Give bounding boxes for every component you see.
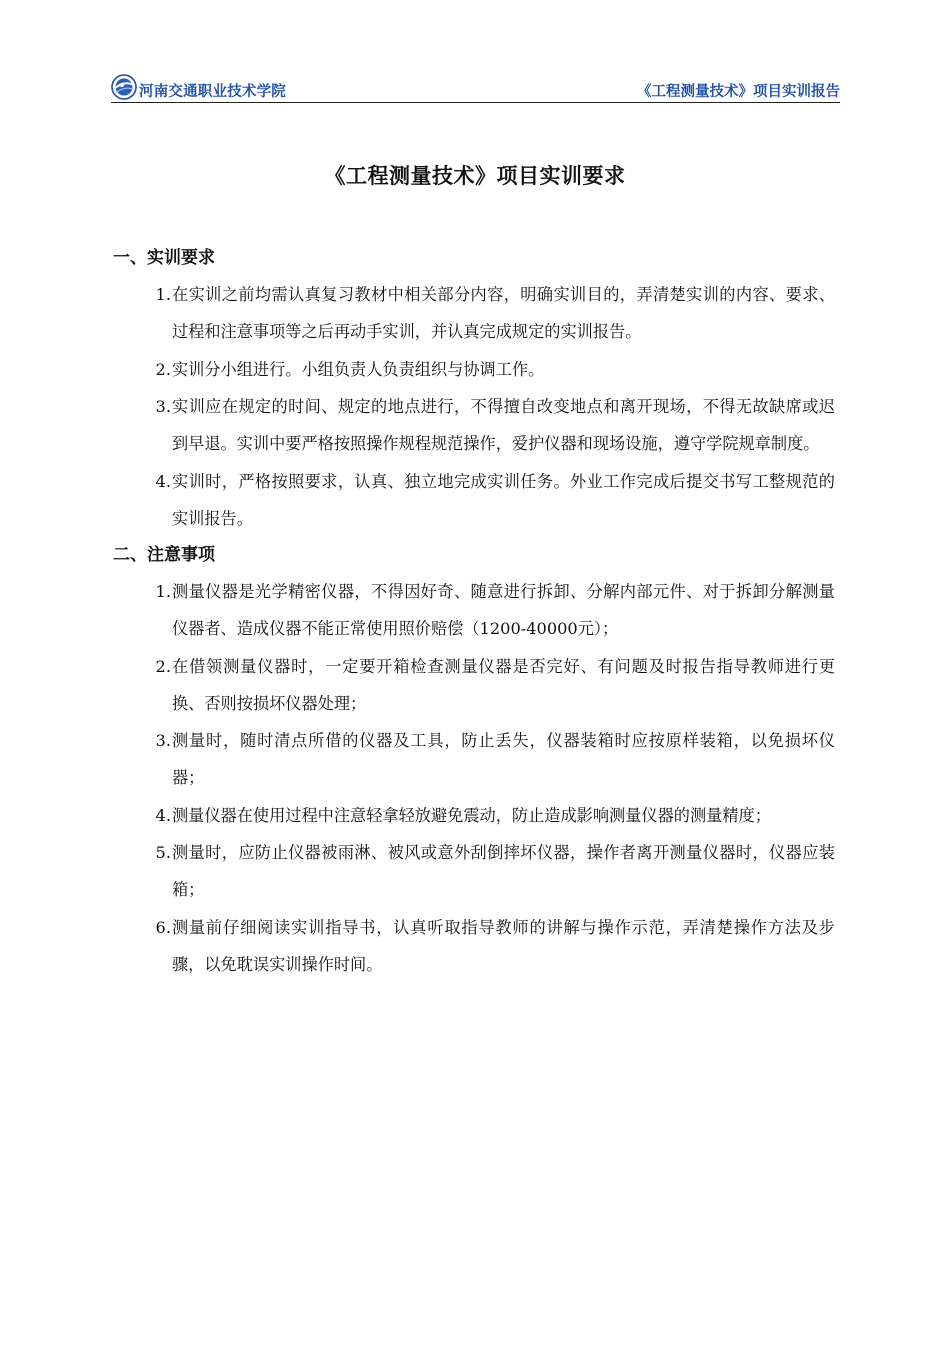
page-header: [111, 68, 840, 103]
section-heading-requirements: 一、实训要求: [113, 248, 215, 268]
document-body: [113, 240, 838, 983]
requirements-list: [113, 276, 838, 537]
item-text: 实训应在规定的时间、规定的地点进行，不得擅自改变地点和离开现场，不得无故缺席或迟到早退。实训中要严格按照操作规程规范操作，爱护仪器和现场设施，遵守学院规章制度。: [172, 397, 835, 453]
item-number: 1.: [155, 285, 171, 304]
list-item: [113, 276, 838, 350]
list-item: [113, 797, 838, 834]
page-title: 《工程测量技术》项目实训要求: [324, 164, 626, 188]
item-number: 4.: [155, 805, 171, 825]
item-number: 6.: [155, 917, 171, 937]
item-number: 2.: [155, 656, 171, 676]
report-title: 《工程测量技术》项目实训报告: [637, 84, 840, 100]
list-item: [113, 388, 838, 462]
item-text: 实训分小组进行。小组负责人负责组织与协调工作。: [172, 359, 545, 379]
precautions-list: [113, 573, 838, 983]
item-text: 在借领测量仪器时，一定要开箱检查测量仪器是否完好、有问题及时报告指导教师进行更换、否则按损坏仪器处理；: [172, 656, 835, 713]
item-number: 3.: [155, 397, 171, 416]
list-item: [113, 573, 838, 647]
item-number: 3.: [155, 731, 171, 750]
item-number: 2.: [155, 359, 171, 379]
school-name: 河南交通职业技术学院: [139, 84, 286, 100]
item-text: 测量时，应防止仪器被雨淋、被风或意外刮倒摔坏仪器，操作者离开测量仪器时，仪器应装箱；: [172, 843, 835, 899]
item-text: 测量仪器在使用过程中注意轻拿轻放避免震动，防止造成影响测量仪器的测量精度；: [172, 805, 771, 825]
item-text: 测量仪器是光学精密仪器，不得因好奇、随意进行拆卸、分解内部元件、对于拆卸分解测量仪器者、造成仪器不能正常使用照价赔偿（1200-40000元）；: [172, 582, 835, 638]
section-heading-precautions: 二、注意事项: [113, 545, 215, 565]
list-item: [113, 463, 838, 537]
school-logo-icon: [111, 74, 137, 100]
header-left: [111, 72, 286, 101]
item-number: 5.: [155, 843, 171, 862]
item-text: 实训时，严格按照要求，认真、独立地完成实训任务。外业工作完成后提交书写工整规范的实训报告。: [172, 471, 835, 528]
list-item: [113, 722, 838, 796]
item-number: 4.: [155, 471, 171, 491]
item-text: 在实训之前均需认真复习教材中相关部分内容，明确实训目的，弄清楚实训的内容、要求、过程和注意事项等之后再动手实训，并认真完成规定的实训报告。: [172, 285, 835, 341]
list-item: [113, 909, 838, 983]
item-number: 1.: [155, 582, 171, 601]
list-item: [113, 351, 838, 388]
item-text: 测量时，随时清点所借的仪器及工具，防止丢失，仪器装箱时应按原样装箱，以免损坏仪器；: [172, 731, 835, 787]
list-item: [113, 648, 838, 722]
list-item: [113, 834, 838, 908]
item-text: 测量前仔细阅读实训指导书，认真听取指导教师的讲解与操作示范，弄清楚操作方法及步骤，以免耽误实训操作时间。: [172, 917, 835, 974]
